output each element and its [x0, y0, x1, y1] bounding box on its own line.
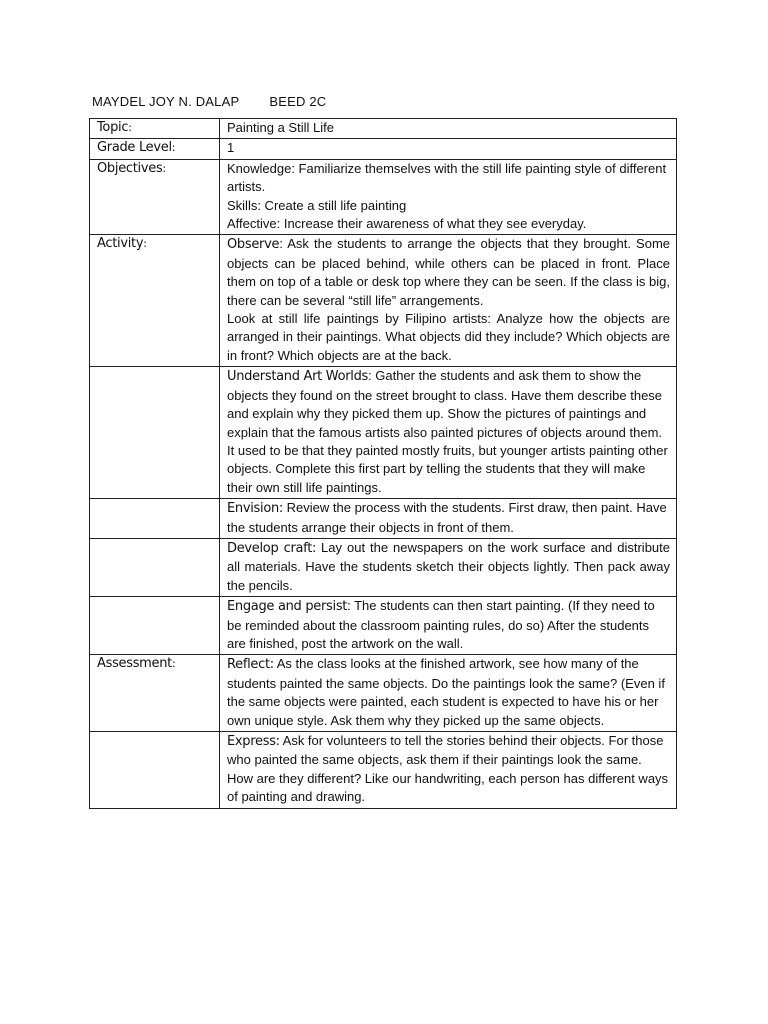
grade-value: 1	[220, 139, 677, 159]
grade-label-cell: Grade Level:	[90, 139, 220, 159]
activity-envision-row	[90, 499, 677, 539]
engage-title: Engage and persist	[227, 599, 348, 615]
empty-label-cell	[90, 732, 220, 809]
topic-label-cell: Topic:	[90, 119, 220, 139]
activity-develop-row	[90, 538, 677, 596]
envision-text: Review the process with the students. First draw, then paint. Have the students arrange their objects in front of them.	[227, 500, 667, 535]
author-name: MAYDEL JOY N. DALAP	[92, 94, 240, 109]
document-header	[92, 94, 326, 109]
develop-content	[220, 538, 677, 596]
course-section: BEED 2C	[269, 94, 327, 109]
observe-title: Observe	[227, 237, 280, 253]
assessment-reflect-row	[90, 655, 677, 732]
observe-content	[220, 235, 677, 367]
objectives-label-cell: Objectives:	[90, 159, 220, 235]
activity-understand-row	[90, 367, 677, 499]
observe-text: : Ask the students to arrange the objects that they brought. Some objects can be placed behind, while others can be placed in front. Place them on top of a table or desk top where they can be seen. If the class is big, there can be several “still life” arrangements.	[227, 236, 670, 308]
reflect-content	[220, 655, 677, 732]
reflect-title: Reflect:	[227, 657, 274, 673]
express-text: Ask for volunteers to tell the stories behind their objects. For those who painted the same objects, ask them if their paintings look the same. How are they different? Like our handwriting, each person has different ways of painting and drawing.	[227, 733, 669, 805]
understand-text: : Gather the students and ask them to show the objects they found on the street brought to class. Have them describe these and explain why they picked them up. Show the pictures of paintings and explain that the famous artists also painted pictures of objects around them. It used to be that they painted mostly fruits, but younger artists painting other objects. Complete this first part by telling the students that they will make their own still life paintings.	[227, 368, 668, 495]
activity-observe-row	[90, 235, 677, 367]
envision-content	[220, 499, 677, 539]
assessment-express-row	[90, 732, 677, 809]
empty-label-cell	[90, 499, 220, 539]
grade-row	[90, 139, 677, 159]
activity-label-cell: Activity:	[90, 235, 220, 367]
objectives-content	[220, 159, 677, 235]
grade-label: Grade Level	[97, 140, 172, 156]
observe-text-2: Look at still life paintings by Filipino artists: Analyze how the objects are arranged in their paintings. What objects did they include? Which objects are in front? Which objects are at the back.	[227, 311, 670, 363]
engage-content	[220, 597, 677, 655]
objective-affective: Affective: Increase their awareness of what they see everyday.	[227, 216, 587, 232]
objective-skills: Skills: Create a still life painting	[227, 197, 407, 213]
objective-knowledge: Knowledge: Familiarize themselves with the still life painting style of different artists.	[227, 160, 667, 195]
assessment-label-cell: Assessment:	[90, 655, 220, 732]
lesson-plan-table	[89, 118, 677, 809]
activity-engage-row	[90, 597, 677, 655]
engage-text: : The students can then start painting. (If they need to be reminded about the classroom painting rules, do so) After the students are finished, post the artwork on the wall.	[227, 598, 655, 651]
develop-title: Develop craft:	[227, 540, 317, 556]
topic-value: Painting a Still Life	[220, 119, 677, 139]
understand-content	[220, 367, 677, 499]
objectives-row	[90, 159, 677, 235]
empty-label-cell	[90, 597, 220, 655]
activity-label: Activity	[97, 236, 144, 252]
understand-title: Understand Art Worlds	[227, 369, 369, 385]
objectives-label: Objectives	[97, 160, 163, 176]
empty-label-cell	[90, 367, 220, 499]
express-title: Express:	[227, 734, 280, 749]
reflect-text: As the class looks at the finished artwork, see how many of the students painted the same objects. Do the paintings look the same? (Even if the same objects were painted, each student is expected to have his or her own unique style. Ask them why they picked up the same objects.	[227, 656, 665, 728]
envision-title: Envision:	[227, 501, 284, 517]
topic-label: Topic	[97, 120, 129, 135]
assessment-label: Assessment	[97, 656, 172, 672]
develop-text: Lay out the newspapers on the work surface and distribute all materials. Have the students sketch their objects lightly. Then pack away the pencils.	[227, 539, 670, 593]
express-content	[220, 732, 677, 809]
empty-label-cell	[90, 538, 220, 596]
topic-row	[90, 119, 677, 139]
